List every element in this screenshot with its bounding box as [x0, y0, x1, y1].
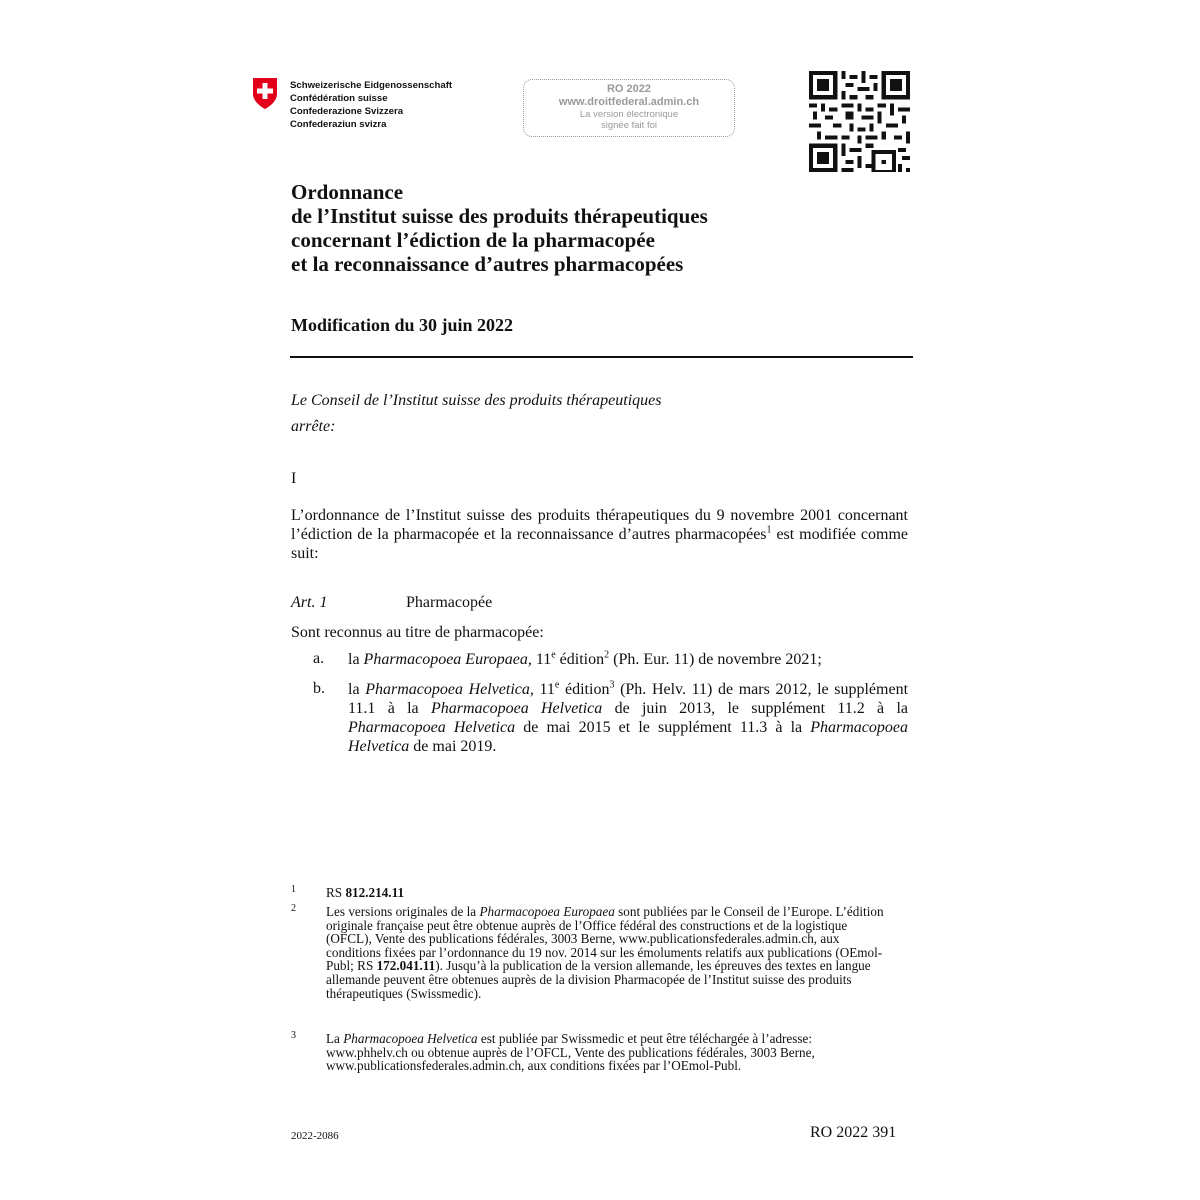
stamp-ro: RO 2022: [606, 83, 652, 95]
item-a-sup: e: [551, 649, 556, 661]
item-b-part: (Ph. Helv. 11) de mars 2012, le supplément 11.1 à la: [348, 681, 909, 717]
item-b-part: de juin 2013, le supplément 11.2 à la: [602, 700, 908, 717]
item-a-italic: Pharmacopoea Europaea,: [363, 651, 532, 668]
confederation-name-rm: Confederaziun svizra: [290, 119, 387, 130]
article-label: Art. 1: [291, 594, 328, 611]
footnote-part: La: [326, 1031, 344, 1046]
article-intro: Sont reconnus au titre de pharmacopée:: [291, 624, 544, 641]
ro-reference: RO 2022 391: [810, 1124, 897, 1141]
title-line-4: et la reconnaissance d’autres pharmacopées: [291, 252, 684, 276]
footnote-text: [326, 886, 886, 900]
footnote-number: 3: [291, 1030, 296, 1041]
footnote-ref-2[interactable]: 2: [604, 649, 610, 661]
page-title: [291, 180, 708, 276]
footnote-ref-1[interactable]: 1: [766, 524, 772, 536]
footnote-text: [326, 905, 886, 1000]
footnote-number: 1: [291, 884, 296, 895]
intro-text: L’ordonnance de l’Institut suisse des produits thérapeutiques du 9 novembre 2001 concernant l’édiction de la pharmacopée et la reconnaissance d’autres pharmacopées: [291, 507, 908, 543]
title-line-2: de l’Institut suisse des produits thérapeutiques: [291, 204, 708, 228]
footnote-part: ). Jusqu’à la publication de la version allemande, les épreuves des textes en langue allemande peuvent être obtenues auprès de la division Pharmacopée de l’Institut suisse des produits thérapeutiques (Swissmedic).: [326, 958, 871, 1001]
item-b-italic: Pharmacopoea Helvetica: [348, 719, 516, 736]
confederation-names: [290, 79, 452, 131]
confederation-name-fr: Confédération suisse: [290, 93, 388, 104]
title-line-1: Ordonnance: [291, 180, 404, 204]
preamble-line-2: arrête:: [291, 418, 336, 435]
qr-code-icon: [809, 71, 910, 172]
item-a-part: 11: [531, 651, 552, 668]
footnote-part: Les versions originales de la: [326, 904, 480, 919]
item-b-italic: Pharmacopoea Helvetica: [430, 700, 603, 717]
modification-date: Modification du 30 juin 2022: [291, 315, 514, 335]
preamble-line-1: Le Conseil de l’Institut suisse des produits thérapeutiques: [291, 392, 662, 409]
footnote-part: est publiée par Swissmedic et peut être téléchargée à l’adresse: www.phhelv.ch ou obtenue auprès de l’OFCL, Vente des publications fédérales, 3003 Berne, www.publicationsfederales.admin.ch, aux conditions fixées par l’OEmol-Publ.: [326, 1031, 815, 1074]
title-line-3: concernant l’édiction de la pharmacopée: [291, 228, 655, 252]
footnote-italic: Pharmacopoea Europaea: [479, 904, 615, 919]
footnote-part: sont publiées par le Conseil de l’Europe. L’édition originale française peut être obtenue auprès de l’Office fédéral des constructions et de la logistique (OFCL), Vente des publications fédérales, 3003 Berne, www.publicationsfederales.admin.ch, aux conditions fixées par l’ordonnance du 19 nov. 2014 sur les émoluments relatifs aux publications (OEmol-Publ; RS: [326, 904, 884, 974]
article-title: Pharmacopée: [406, 594, 493, 611]
stamp-note-2: signée fait foi: [601, 120, 657, 131]
stamp-url: www.droitfederal.admin.ch: [558, 96, 700, 108]
item-b-part: la: [348, 681, 366, 698]
list-item-b: [348, 680, 908, 756]
footnote-text: [326, 1032, 886, 1073]
footnote-italic: Pharmacopoea Helvetica: [343, 1031, 478, 1046]
item-b-part: de mai 2019.: [409, 738, 497, 755]
list-item-a: [348, 650, 908, 669]
footnote-bold: 812.214.11: [345, 885, 405, 900]
footnote-ref-3[interactable]: 3: [609, 679, 615, 691]
footnote-bold: 172.041.11: [376, 958, 436, 974]
electronic-version-stamp: [523, 79, 735, 137]
preamble: [291, 388, 662, 440]
confederation-name-de: Schweizerische Eidgenossenschaft: [290, 80, 453, 91]
stamp-note-1: La version électronique: [579, 109, 679, 120]
list-item-letter: b.: [313, 680, 325, 697]
item-a-part: édition: [555, 651, 605, 668]
footnote-number: 2: [291, 903, 296, 914]
item-b-italic: Pharmacopoea Helvetica,: [365, 681, 534, 698]
item-b-part: 11: [533, 681, 555, 698]
confederation-name-it: Confederazione Svizzera: [290, 106, 404, 117]
item-b-italic: Pharmacopoea Helvetica: [348, 719, 908, 755]
item-b-part: édition: [559, 681, 610, 698]
item-a-part: la: [348, 651, 364, 668]
intro-tail: est modifiée comme suit:: [291, 526, 909, 562]
divider: [290, 356, 913, 358]
document-number: 2022-2086: [291, 1130, 339, 1142]
item-b-part: de mai 2015 et le supplément 11.3 à la: [515, 719, 811, 736]
item-a-part: (Ph. Eur. 11) de novembre 2021;: [609, 651, 822, 668]
intro-paragraph: [291, 506, 908, 563]
section-number: I: [291, 470, 297, 487]
item-b-sup: e: [554, 679, 560, 691]
list-item-letter: a.: [313, 650, 325, 667]
swiss-flag-icon: [252, 77, 278, 110]
footnote-part: RS: [326, 885, 346, 900]
